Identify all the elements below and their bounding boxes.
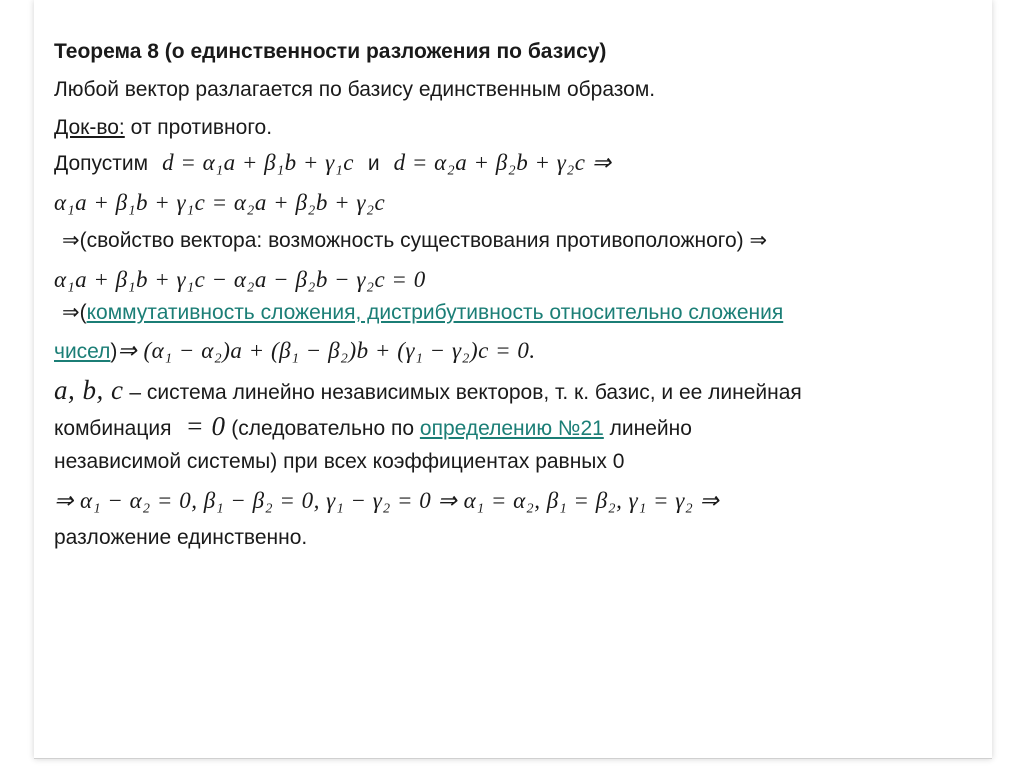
system-line xyxy=(54,377,802,404)
numbers-line xyxy=(54,339,536,362)
formula-final: ⇒ α₁ − α₂ = 0, β₁ − β₂ = 0, γ₁ − γ₂ = 0 ⇒ α₁ = α₂, β₁ = β₂, γ₁ = γ₂ ⇒ xyxy=(54,488,720,513)
formula-zero: α₁a + β₁b + γ₁c − α₂a − β₂b − γ₂c = 0 xyxy=(54,267,426,292)
comm-close: ) xyxy=(110,340,118,363)
combination-line xyxy=(54,413,692,440)
formula-coefficients: ⇒ (α₁ − α₂)a + (β₁ − β₂)b + (γ₁ − γ₂)c = 0. xyxy=(117,338,536,363)
comm-arrow: ⇒( xyxy=(62,301,87,324)
theorem-title: Теорема 8 (о единственности разложения по базису) xyxy=(54,40,607,63)
property-line: ⇒(свойство вектора: возможность существования противоположного) ⇒ xyxy=(62,229,768,252)
proof-line xyxy=(54,117,272,138)
assume-conj: и xyxy=(367,152,380,175)
commutativity-line xyxy=(62,302,783,323)
proof-text: от противного. xyxy=(124,116,273,139)
equation-equal xyxy=(54,191,385,214)
independent-line: независимой системы) при всех коэффициентах равных 0 xyxy=(54,450,625,473)
link-numbers[interactable]: чисел xyxy=(54,340,111,363)
theorem-statement: Любой вектор разлагается по базису единственным образом. xyxy=(54,78,656,101)
link-commutativity[interactable]: коммутативность сложения, дистрибутивность относительно сложения xyxy=(86,301,784,324)
formula-d1: d = α₁a + β₁b + γ₁c xyxy=(162,150,354,175)
combo-text: комбинация xyxy=(54,417,172,440)
link-definition-21[interactable]: определению №21 xyxy=(419,417,604,440)
formula-vectors: a, b, c xyxy=(54,375,124,405)
equation-zero xyxy=(54,268,426,291)
formula-d2: d = α₂a + β₂b + γ₂c ⇒ xyxy=(393,150,612,175)
conclusion: разложение единственно. xyxy=(54,526,308,549)
formula-eq-zero: = 0 xyxy=(185,411,226,441)
proof-label: Док-во: xyxy=(54,116,125,139)
system-text: – система линейно независимых векторов, т. к. базис, и ее линейная xyxy=(123,381,802,404)
assume-label: Допустим xyxy=(54,152,149,175)
final-equation xyxy=(54,489,719,512)
combo-text3: линейно xyxy=(603,417,692,440)
formula-equal: α₁a + β₁b + γ₁c = α₂a + β₂b + γ₂c xyxy=(54,190,386,215)
combo-text2: (следовательно по xyxy=(225,417,420,440)
assume-line xyxy=(54,151,612,174)
